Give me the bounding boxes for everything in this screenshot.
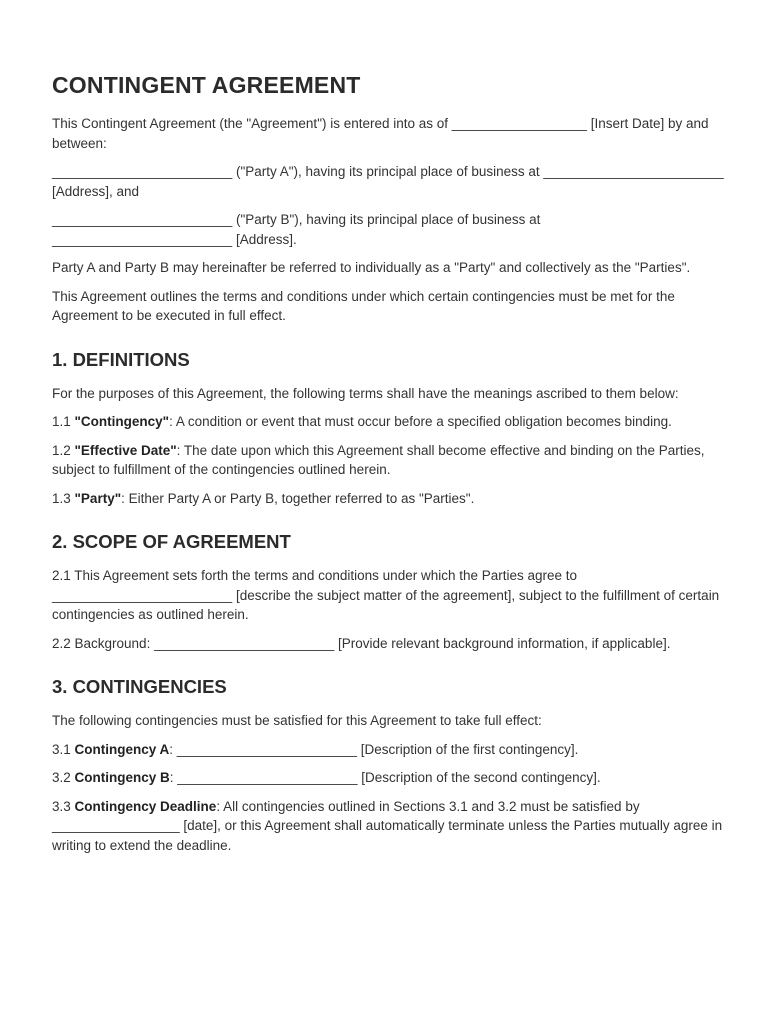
scope-clause-2-1: 2.1 This Agreement sets forth the terms and conditions under which the Parties agree to ________________________ [describe the subject matter of the agreement], subject to the fulfillment of certain contingencies as outlined herein. bbox=[52, 568, 720, 622]
definitions-lead: For the purposes of this Agreement, the following terms shall have the meanings ascribed to them below: bbox=[52, 385, 679, 401]
document-title: CONTINGENT AGREEMENT bbox=[52, 72, 361, 98]
parties-note-paragraph: Party A and Party B may hereinafter be referred to individually as a "Party" and collectively as the "Parties". bbox=[52, 260, 691, 275]
contingency-a-clause: 3.1 Contingency A: ________________________ [Description of the first contingency]. bbox=[52, 741, 579, 757]
party-a-paragraph: ________________________ ("Party A"), having its principal place of business at ________________________ [Address], and bbox=[52, 164, 724, 199]
document-body bbox=[52, 70, 724, 864]
party-b-paragraph: ________________________ ("Party B"), having its principal place of business at ________________________ [Address]. bbox=[52, 212, 541, 247]
definition-party: 1.3 "Party": Either Party A or Party B, together referred to as "Parties". bbox=[52, 490, 475, 506]
definition-effective-date: 1.2 "Effective Date": The date upon which this Agreement shall become effective and binding on the Parties, subject to fulfillment of the contingencies outlined herein. bbox=[52, 442, 705, 477]
scope-heading: 2. SCOPE OF AGREEMENT bbox=[52, 531, 291, 552]
outline-paragraph: This Agreement outlines the terms and conditions under which certain contingencies must be met for the Agreement to be executed in full effect. bbox=[52, 288, 675, 323]
contingency-deadline-clause: 3.3 Contingency Deadline: All contingencies outlined in Sections 3.1 and 3.2 must be satisfied by _________________ [date], or this Agreement shall automatically terminate unless the Parties mutually agree in writing to extend the deadline. bbox=[52, 798, 723, 853]
intro-paragraph: This Contingent Agreement (the "Agreement") is entered into as of __________________ [Insert Date] by and between: bbox=[52, 116, 709, 151]
definitions-heading: 1. DEFINITIONS bbox=[52, 348, 190, 370]
contingency-b-clause: 3.2 Contingency B: ________________________ [Description of the second contingency]. bbox=[52, 770, 601, 785]
definition-contingency: 1.1 "Contingency": A condition or event that must occur before a specified obligation becomes binding. bbox=[52, 414, 672, 429]
contingencies-heading: 3. CONTINGENCIES bbox=[52, 676, 227, 697]
scope-clause-2-2: 2.2 Background: ________________________ [Provide relevant background information, if applicable]. bbox=[52, 635, 671, 651]
contingencies-lead: The following contingencies must be satisfied for this Agreement to take full effect: bbox=[52, 713, 542, 728]
